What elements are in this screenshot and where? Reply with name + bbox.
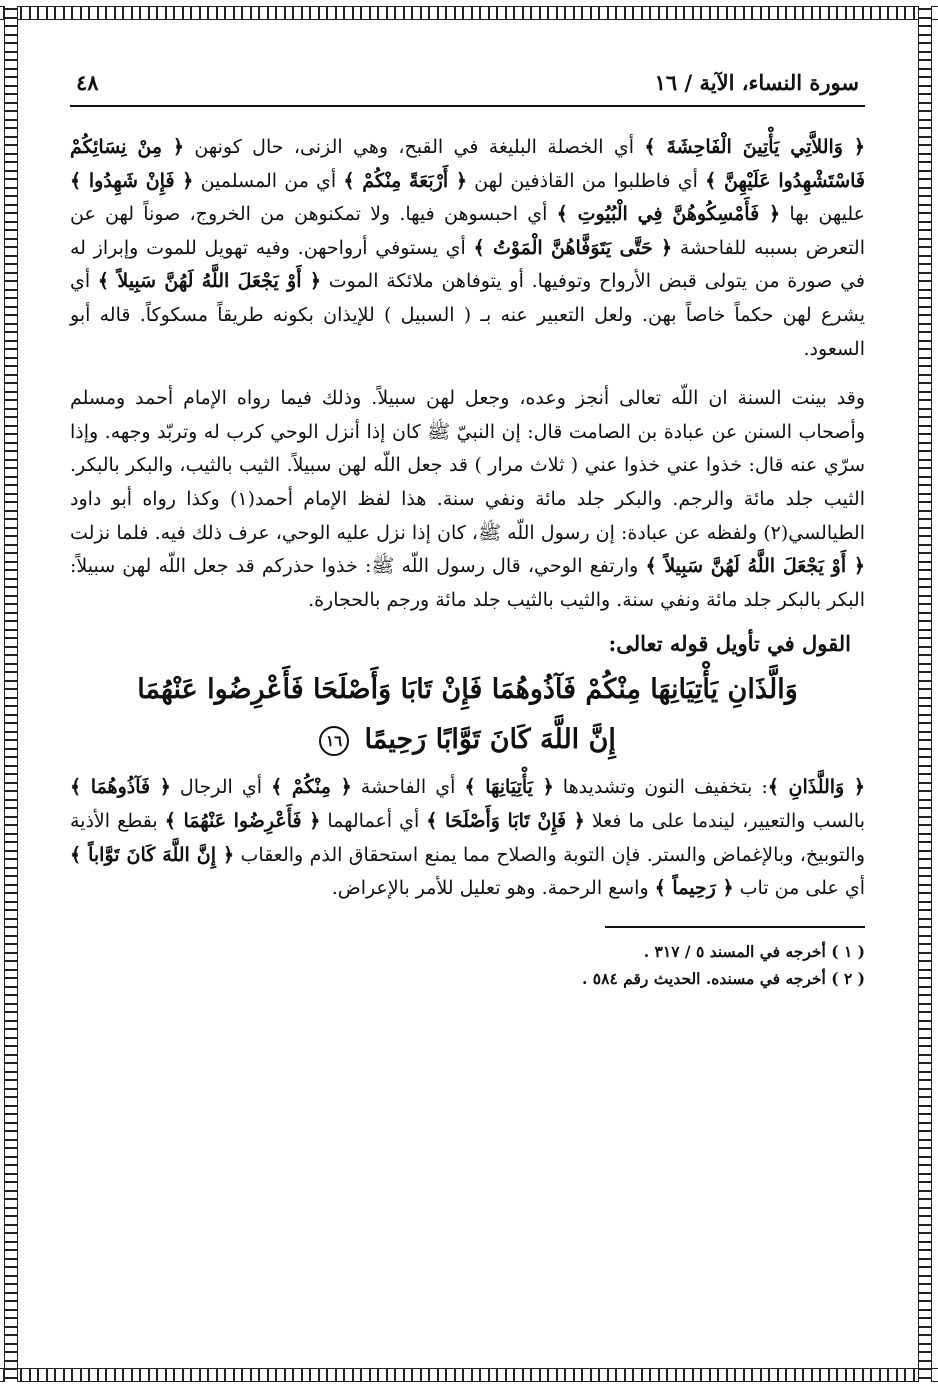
quran-quote: ﴿ مِنْ نِسَائِكُمْ فَاسْتَشْهِدُوا عَلَيْهِنَّ ﴾ xyxy=(70,136,865,192)
commentary-text: أي الفاحشة xyxy=(351,776,465,799)
footnote-2: ( ٢ ) أخرجه في مسنده. الحديث رقم ٥٨٤ . xyxy=(582,968,865,988)
verse-line-2-text: إِنَّ اللَّهَ كَانَ تَوَّابًا رَحِيمًا xyxy=(364,724,616,756)
commentary-text: أي يستوفي أرواحهن. وفيه تهويل للموت وإبراز له في صورة من يتولى قبض الأرواح وتوفيها. أو يتوفاهن ملائكة الموت xyxy=(70,236,865,293)
page-header xyxy=(70,70,865,107)
commentary-text: عليهن بها xyxy=(780,203,865,226)
commentary-text: أي احبسوهن فيها. ولا تمكنوهن من الخروج، صوناً لهن عن التعرض بسببه للفاحشة xyxy=(70,203,865,259)
quran-quote: ﴿ إِنَّ اللَّهَ كَانَ تَوَّاباً ﴾ xyxy=(70,843,235,866)
verse-number-medallion: ١٦ xyxy=(319,726,349,756)
commentary-paragraph-2 xyxy=(70,382,865,617)
quran-quote: ﴿ وَاللاَّتِي يَأْتِينَ الْفَاحِشَةَ ﴾ xyxy=(644,136,865,158)
quran-quote: ﴿ يَأْتِيَانِهَا ﴾ xyxy=(464,776,554,799)
quran-quote: ﴿ فَآذُوهُمَا ﴾ xyxy=(70,776,171,799)
footnote-1: ( ١ ) أخرجه في المسند ٥ / ٣١٧ . xyxy=(643,941,865,961)
commentary-text: أي فاطلبوا من القاذفين لهن xyxy=(467,169,706,192)
commentary-text: أي من المسلمين xyxy=(193,169,344,192)
commentary-text: : بتخفيف النون وتشديدها xyxy=(553,776,768,799)
running-title: سورة النساء، الآية / ١٦ xyxy=(654,70,859,95)
commentary-text: أي يشرع لهن حكماً خاصاً بهن. ولعل التعبير عنه بـ ( السبيل ) للإيذان بكونه طريقاً مسكوكاً. قاله أبو السعود. xyxy=(70,270,865,360)
quran-quote: ﴿ رَحِيماً ﴾ xyxy=(654,877,734,900)
commentary-text: وارتفع الوحي، قال رسول اللّه ﷺ: خذوا حذركم قد جعل اللّه لهن سبيلاً: البكر بالبكر جلد مائة ونفي سنة. والثيب بالثيب جلد مائة ورجم بالحجارة. xyxy=(70,555,865,611)
commentary-text: واسع الرحمة. وهو تعليل للأمر بالإعراض. xyxy=(331,877,655,900)
right-border-ornament xyxy=(918,6,932,1382)
page-number: ٤٨ xyxy=(76,70,99,95)
commentary-text: أي على من تاب xyxy=(733,877,865,900)
quran-quote: ﴿ فَإِنْ تَابَا وَأَصْلَحَا ﴾ xyxy=(426,809,585,832)
footnote-separator xyxy=(605,926,865,928)
commentary-paragraph-1 xyxy=(70,131,865,366)
left-border-ornament xyxy=(4,6,18,1382)
quran-quote: ﴿ حَتَّى يَتَوَفَّاهُنَّ الْمَوْتُ ﴾ xyxy=(473,236,673,259)
quran-quote: ﴿ أَرْبَعَةً مِنْكُمْ ﴾ xyxy=(343,169,467,192)
section-heading: القول في تأويل قوله تعالى: xyxy=(608,631,851,657)
quran-quote: ﴿ فَإِنْ شَهِدُوا ﴾ xyxy=(70,169,194,192)
commentary-text: وقد بينت السنة ان اللّه تعالى أنجز وعده، وجعل لهن سبيلاً. وذلك فيما رواه الإمام أحمد ومسلم وأصحاب السنن عن عبادة بن الصامت قال: إن النبيّ ﷺ كان إذا أنزل الوحي كرب له وتربّد وجهه. وإذا سرّي عنه قال: خذوا عني خذوا عني ( ثلاث مرار ) قد جعل اللّه لهن سبيلاً. الثيب بالثيب، والبكر بالبكر. الثيب جلد مائة والرجم. والبكر جلد مائة ونفي سنة. هذا لفظ الإمام أحمد(١) وكذا رواه أبو داود الطيالسي(٢) ولفظه عن عبادة: إن رسول اللّه ﷺ، كان إذا نزل عليه الوحي، عرف ذلك فيه. فلما نزلت xyxy=(70,387,865,544)
quran-quote: ﴿ فَأَعْرِضُوا عَنْهُمَا ﴾ xyxy=(164,809,321,832)
top-border-ornament xyxy=(0,6,938,20)
commentary-text: أي أعمالهما xyxy=(320,809,427,832)
quran-verse xyxy=(70,665,865,765)
quran-quote: ﴿ أَوْ يَجْعَلَ اللَّهُ لَهُنَّ سَبِيلاً ﴾ xyxy=(97,270,321,293)
commentary-text: أي الرجال xyxy=(170,776,272,799)
quran-quote: ﴿ فَأَمْسِكُوهُنَّ فِي الْبُيُوتِ ﴾ xyxy=(556,203,781,226)
commentary-text: أي الخصلة البليغة في القبح، وهي الزنى، حال كونهن xyxy=(184,136,645,158)
verse-line-1: وَالَّذَانِ يَأْتِيَانِهَا مِنْكُمْ فَآذُوهُمَا فَإِنْ تَابَا وَأَصْلَحَا فَأَعْرِضُوا عَنْهُمَا xyxy=(137,674,798,706)
commentary-paragraph-3 xyxy=(70,771,865,905)
bottom-border-ornament xyxy=(0,1368,938,1382)
quran-quote: ﴿ مِنْكُمْ ﴾ xyxy=(271,776,352,799)
page-content xyxy=(70,70,865,992)
quran-quote: ﴿ وَاللَّذَانِ ﴾ xyxy=(767,776,866,799)
verse-line-2 xyxy=(70,715,865,765)
quran-quote: ﴿ أَوْ يَجْعَلَ اللَّهُ لَهُنَّ سَبِيلاً ﴾ xyxy=(645,555,865,578)
commentary-text: بالسب والتعيير، ليندما على ما فعلا xyxy=(584,809,865,832)
commentary-text: بقطع الأذية والتوبيخ، وبالإغماض والستر. فإن التوبة والصلاح مما يمنع استحقاق الذم والعقاب xyxy=(70,809,865,866)
